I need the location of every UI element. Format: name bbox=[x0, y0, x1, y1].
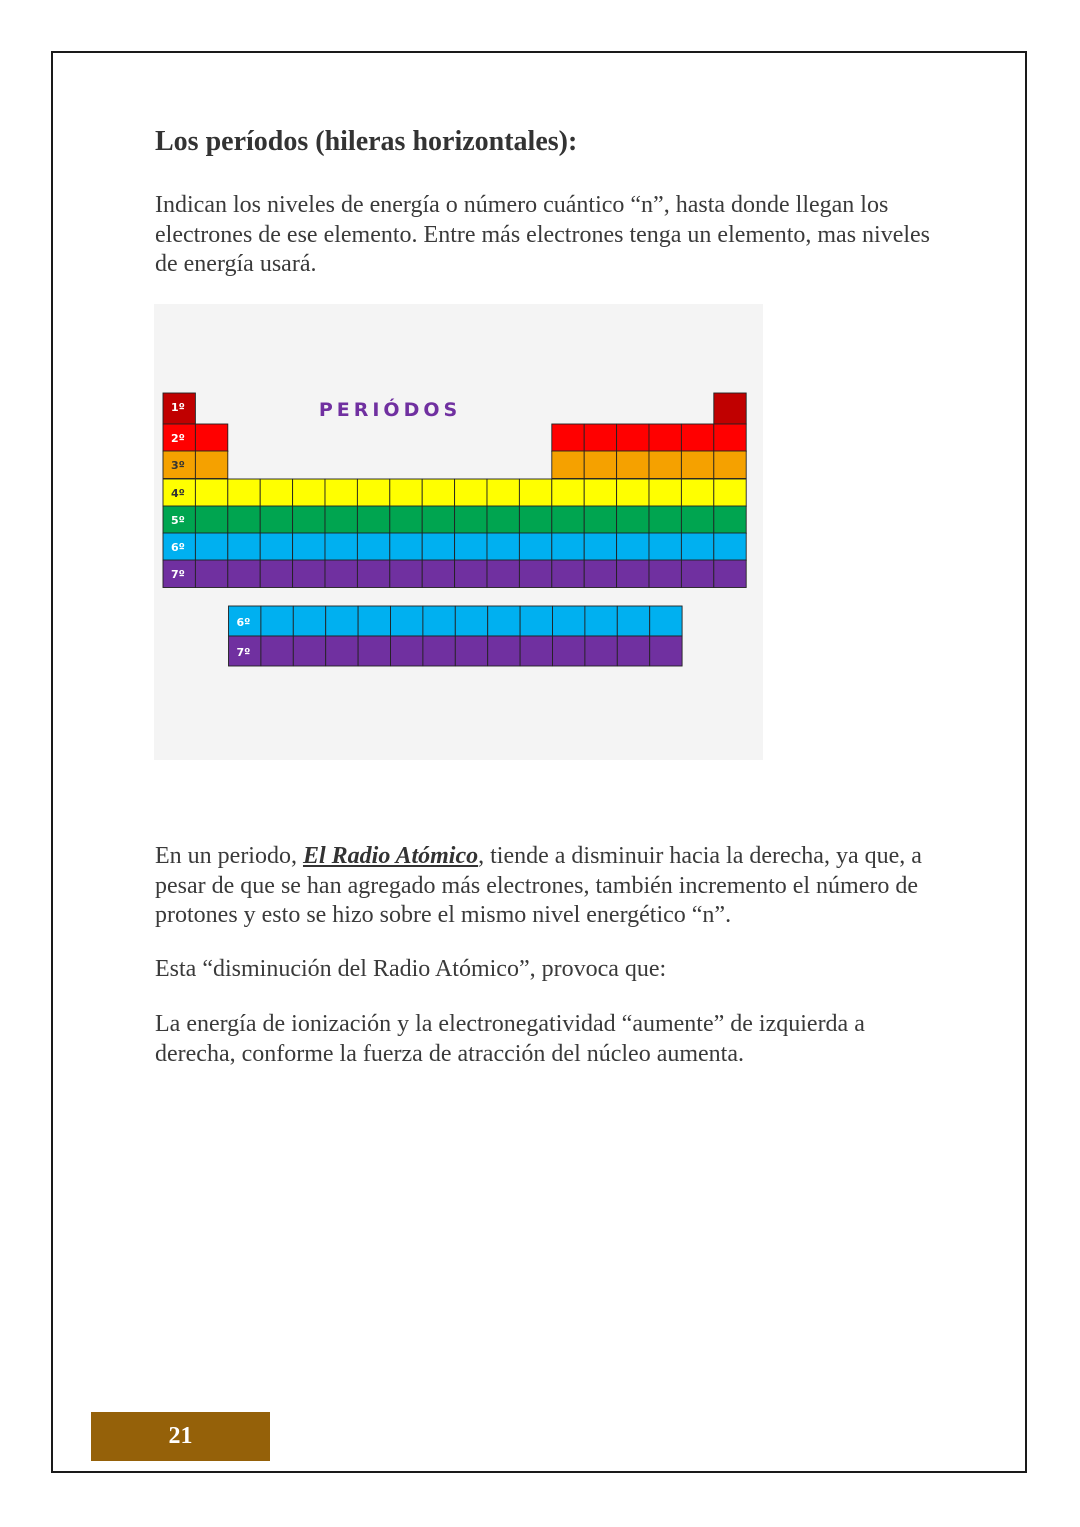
intro-paragraph: Indican los niveles de energía o número cuántico “n”, hasta donde llegan los electrones de ese elemento. Entre más electrones tenga un elemento, mas niveles de energía usará. bbox=[155, 192, 931, 277]
period-3-cell bbox=[195, 451, 227, 479]
atomic-radius-term: El Radio Atómico bbox=[302, 843, 479, 869]
consequence-paragraph: Esta “disminución del Radio Atómico”, provoca que: bbox=[155, 956, 667, 982]
period-6-cell bbox=[390, 533, 422, 561]
period-6-cell bbox=[552, 533, 584, 561]
section-heading: Los períodos (hileras horizontales): bbox=[155, 126, 578, 157]
period-4-cell bbox=[293, 479, 325, 507]
period-7-cell bbox=[390, 560, 422, 588]
period-2-cell bbox=[584, 424, 616, 452]
period-6-cell bbox=[325, 533, 357, 561]
period-4-cell bbox=[422, 479, 454, 507]
period-4-cell bbox=[357, 479, 389, 507]
period-7-cell bbox=[325, 560, 357, 588]
period-5-label: 5º bbox=[171, 514, 185, 527]
f-block-period-6-cell bbox=[423, 606, 455, 636]
f-block-period-6-cell bbox=[455, 606, 487, 636]
period-4-cell bbox=[260, 479, 292, 507]
period-5-cell bbox=[714, 506, 746, 534]
period-7-cell bbox=[228, 560, 260, 588]
period-2-label: 2º bbox=[171, 432, 185, 445]
period-7-cell bbox=[552, 560, 584, 588]
f-block-period-6-cell bbox=[520, 606, 552, 636]
period-4-cell bbox=[584, 479, 616, 507]
page-number-badge bbox=[91, 1412, 270, 1461]
period-3-label: 3º bbox=[171, 459, 185, 472]
atomic-radius-text-end: , tiende a disminuir hacia la derecha, ya que, a pesar de que se han agregado más electrones, también incremento el número de protones y esto se hizo sobre el mismo nivel energético “n”. bbox=[155, 843, 922, 928]
period-6-cell bbox=[228, 533, 260, 561]
period-3-cell bbox=[617, 451, 649, 479]
period-6-cell bbox=[293, 533, 325, 561]
period-7-cell bbox=[487, 560, 519, 588]
f-block-period-6-cell bbox=[293, 606, 325, 636]
periodic-table-diagram bbox=[154, 304, 763, 760]
period-5-cell bbox=[293, 506, 325, 534]
f-block-period-7-cell bbox=[617, 636, 649, 666]
period-2-cell bbox=[649, 424, 681, 452]
period-3-cell bbox=[584, 451, 616, 479]
period-5-cell bbox=[681, 506, 713, 534]
period-7-cell bbox=[455, 560, 487, 588]
period-5-cell bbox=[487, 506, 519, 534]
f-block-period-6-cell bbox=[650, 606, 682, 636]
period-6-cell bbox=[584, 533, 616, 561]
period-5-cell bbox=[649, 506, 681, 534]
period-4-cell bbox=[552, 479, 584, 507]
f-block-period-6-cell bbox=[391, 606, 423, 636]
figure-title: PERIÓDOS bbox=[318, 399, 462, 421]
period-4-cell bbox=[714, 479, 746, 507]
period-6-cell bbox=[455, 533, 487, 561]
f-block-period-7-cell bbox=[293, 636, 325, 666]
period-6-cell bbox=[422, 533, 454, 561]
period-7-cell bbox=[617, 560, 649, 588]
f-block-period-7-label: 7º bbox=[236, 646, 251, 659]
page-number: 21 bbox=[168, 1423, 193, 1449]
period-3-cell bbox=[649, 451, 681, 479]
f-block-period-6-label: 6º bbox=[236, 616, 251, 629]
period-6-cell bbox=[519, 533, 551, 561]
period-5-cell bbox=[617, 506, 649, 534]
period-6-cell bbox=[617, 533, 649, 561]
period-6-cell bbox=[487, 533, 519, 561]
f-block-period-7-cell bbox=[520, 636, 552, 666]
period-6-label: 6º bbox=[171, 541, 185, 554]
f-block-period-7-cell bbox=[391, 636, 423, 666]
period-5-cell bbox=[195, 506, 227, 534]
period-7-cell bbox=[681, 560, 713, 588]
f-block-period-6-cell bbox=[326, 606, 358, 636]
period-4-cell bbox=[325, 479, 357, 507]
f-block-period-7-cell bbox=[585, 636, 617, 666]
period-5-cell bbox=[390, 506, 422, 534]
period-5-cell bbox=[584, 506, 616, 534]
period-2-cell bbox=[714, 424, 746, 452]
period-4-cell bbox=[519, 479, 551, 507]
f-block-period-6-cell bbox=[617, 606, 649, 636]
period-7-cell bbox=[714, 560, 746, 588]
period-6-cell bbox=[649, 533, 681, 561]
period-5-cell bbox=[260, 506, 292, 534]
period-6-cell bbox=[681, 533, 713, 561]
period-5-cell bbox=[422, 506, 454, 534]
period-7-label: 7º bbox=[171, 568, 185, 581]
period-6-cell bbox=[357, 533, 389, 561]
atomic-radius-paragraph bbox=[155, 842, 945, 931]
period-7-cell bbox=[519, 560, 551, 588]
f-block-period-7-cell bbox=[650, 636, 682, 666]
f-block-period-7-cell bbox=[326, 636, 358, 666]
period-6-cell bbox=[260, 533, 292, 561]
period-7-cell bbox=[260, 560, 292, 588]
period-6-cell bbox=[195, 533, 227, 561]
period-7-cell bbox=[293, 560, 325, 588]
period-5-cell bbox=[357, 506, 389, 534]
f-block-period-7-cell bbox=[261, 636, 293, 666]
period-2-cell bbox=[617, 424, 649, 452]
period-5-cell bbox=[519, 506, 551, 534]
period-4-cell bbox=[649, 479, 681, 507]
period-3-cell bbox=[681, 451, 713, 479]
period-4-cell bbox=[617, 479, 649, 507]
f-block-period-6-cell bbox=[553, 606, 585, 636]
period-4-cell bbox=[195, 479, 227, 507]
period-3-cell bbox=[714, 451, 746, 479]
f-block-period-7-cell bbox=[553, 636, 585, 666]
period-7-cell bbox=[357, 560, 389, 588]
period-7-cell bbox=[195, 560, 227, 588]
period-5-cell bbox=[455, 506, 487, 534]
period-2-cell bbox=[195, 424, 227, 452]
period-4-cell bbox=[390, 479, 422, 507]
atomic-radius-text-start: En un periodo, bbox=[155, 843, 303, 869]
f-block-period-6-cell bbox=[261, 606, 293, 636]
f-block-period-7-cell bbox=[423, 636, 455, 666]
period-5-cell bbox=[228, 506, 260, 534]
period-2-cell bbox=[552, 424, 584, 452]
period-7-cell bbox=[584, 560, 616, 588]
f-block-period-6-cell bbox=[358, 606, 390, 636]
f-block-period-7-cell bbox=[455, 636, 487, 666]
period-7-cell bbox=[649, 560, 681, 588]
period-1-label: 1º bbox=[171, 401, 185, 414]
ionization-paragraph: La energía de ionización y la electronegatividad “aumente” de izquierda a derecha, conforme la fuerza de atracción del núcleo aumenta. bbox=[155, 1011, 865, 1067]
period-4-cell bbox=[681, 479, 713, 507]
period-4-cell bbox=[487, 479, 519, 507]
period-4-label: 4º bbox=[171, 487, 185, 500]
f-block-period-6-cell bbox=[585, 606, 617, 636]
period-2-cell bbox=[681, 424, 713, 452]
period-4-cell bbox=[455, 479, 487, 507]
f-block-period-7-cell bbox=[358, 636, 390, 666]
period-1-cell bbox=[714, 393, 746, 424]
period-5-cell bbox=[325, 506, 357, 534]
f-block-period-7-cell bbox=[488, 636, 520, 666]
period-6-cell bbox=[714, 533, 746, 561]
period-3-cell bbox=[552, 451, 584, 479]
f-block-period-6-cell bbox=[488, 606, 520, 636]
period-7-cell bbox=[422, 560, 454, 588]
period-4-cell bbox=[228, 479, 260, 507]
periodic-table-figure bbox=[154, 304, 763, 760]
period-5-cell bbox=[552, 506, 584, 534]
